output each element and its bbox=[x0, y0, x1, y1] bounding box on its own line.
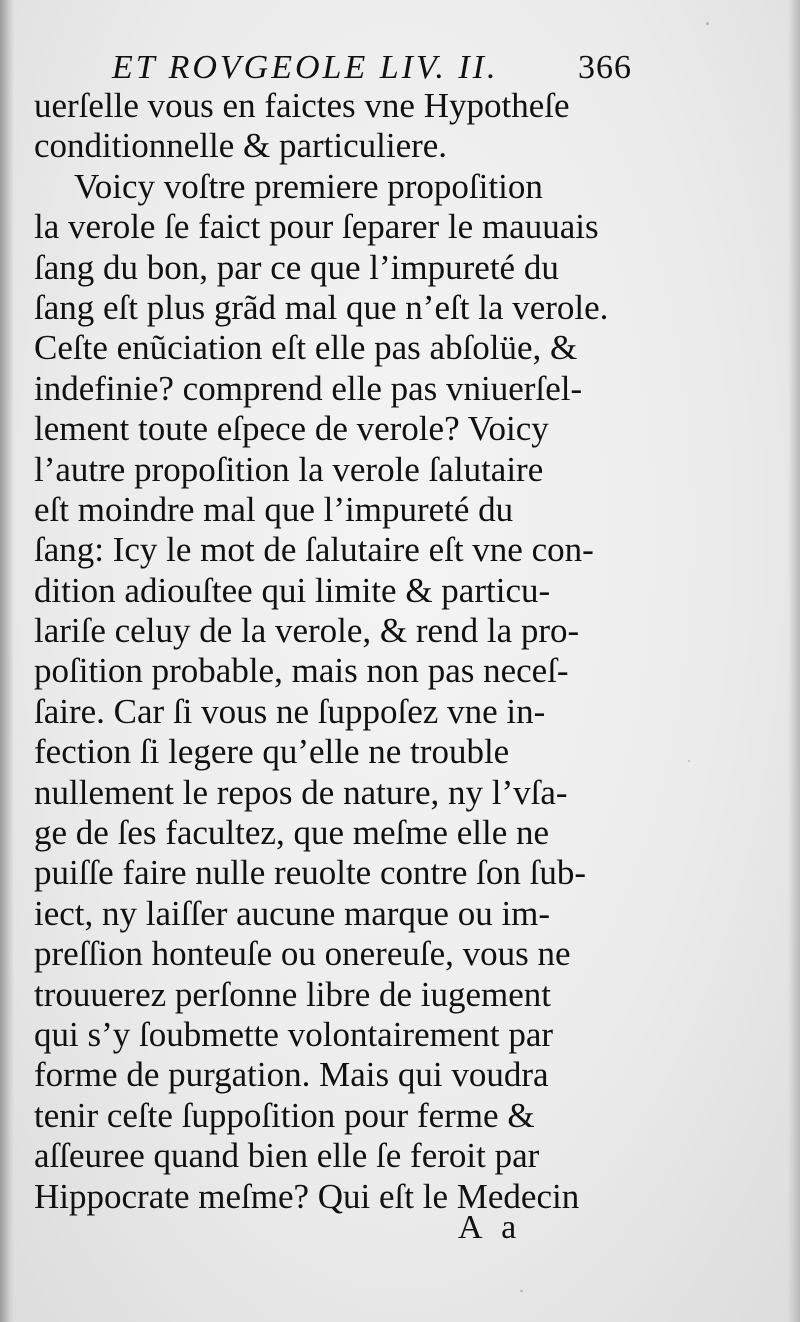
text-line: ſang du bon, par ce que l’impureté du bbox=[34, 247, 559, 287]
text-line: preſſion honteuſe ou onereuſe, vous ne bbox=[34, 934, 571, 974]
body-text bbox=[34, 86, 624, 1217]
text-line: ſaire. Car ſi vous ne ſuppoſez vne in- bbox=[34, 691, 546, 731]
running-head-title: ET ROVGEOLE LIV. II. bbox=[112, 49, 499, 86]
text-line: aſſeuree quand bien elle ſe feroit par bbox=[34, 1136, 540, 1176]
text-line: eſt moindre mal que l’impureté du bbox=[34, 489, 514, 529]
text-line: qui s’y ſoubmette volontairement par bbox=[34, 1014, 554, 1054]
text-line: Hippocrate meſme? Qui eſt le Medecin bbox=[34, 1176, 580, 1216]
text-line: nullement le repos de nature, ny l’vſa- bbox=[34, 772, 568, 812]
text-line: lariſe celuy de la verole, & rend la pro- bbox=[34, 611, 580, 651]
paper-speck bbox=[520, 1290, 523, 1292]
text-line: indefinie? comprend elle pas vniuerſel- bbox=[34, 368, 583, 408]
text-line: ge de ſes facultez, que meſme elle ne bbox=[34, 813, 550, 853]
page-gutter-shadow bbox=[0, 0, 14, 1322]
text-line: dition adiouſtee qui limite & particu- bbox=[34, 570, 551, 610]
text-line: puiſſe faire nulle reuolte contre ſon ſub- bbox=[34, 853, 587, 893]
text-line: iect, ny laiſſer aucune marque ou im- bbox=[34, 893, 551, 933]
text-line: ſang eſt plus grãd mal que n’eſt la verole. bbox=[34, 287, 609, 327]
text-line: la verole ſe faict pour ſeparer le mauuais bbox=[34, 207, 599, 247]
text-line: lement toute eſpece de verole? Voicy bbox=[34, 409, 549, 449]
text-line: trouuerez perſonne libre de iugement bbox=[34, 974, 552, 1014]
running-head bbox=[112, 46, 632, 90]
text-line: forme de purgation. Mais qui voudra bbox=[34, 1055, 549, 1095]
text-line: ſang: Icy le mot de ſalutaire eſt vne con- bbox=[34, 530, 594, 570]
text-line: fection ſi legere qu’elle ne trouble bbox=[34, 732, 510, 772]
text-line: conditionnelle & particuliere. bbox=[34, 126, 448, 166]
page-edge-shadow bbox=[788, 0, 800, 1322]
page-number: 366 bbox=[578, 49, 632, 86]
paper-speck bbox=[706, 22, 709, 25]
text-line: Voicy voſtre premiere propoſition bbox=[74, 166, 543, 206]
paper-speck bbox=[688, 760, 690, 762]
text-line: tenir ceſte ſuppoſition pour ferme & bbox=[34, 1095, 535, 1135]
text-line: Ceſte enũciation eſt elle pas abſolüe, & bbox=[34, 328, 578, 368]
text-line: uerſelle vous en faictes vne Hypotheſe bbox=[34, 86, 570, 125]
text-line: poſition probable, mais non pas neceſ- bbox=[34, 651, 569, 691]
signature-mark: A a bbox=[458, 1209, 523, 1246]
text-line: l’autre propoſition la verole ſalutaire bbox=[34, 449, 544, 489]
